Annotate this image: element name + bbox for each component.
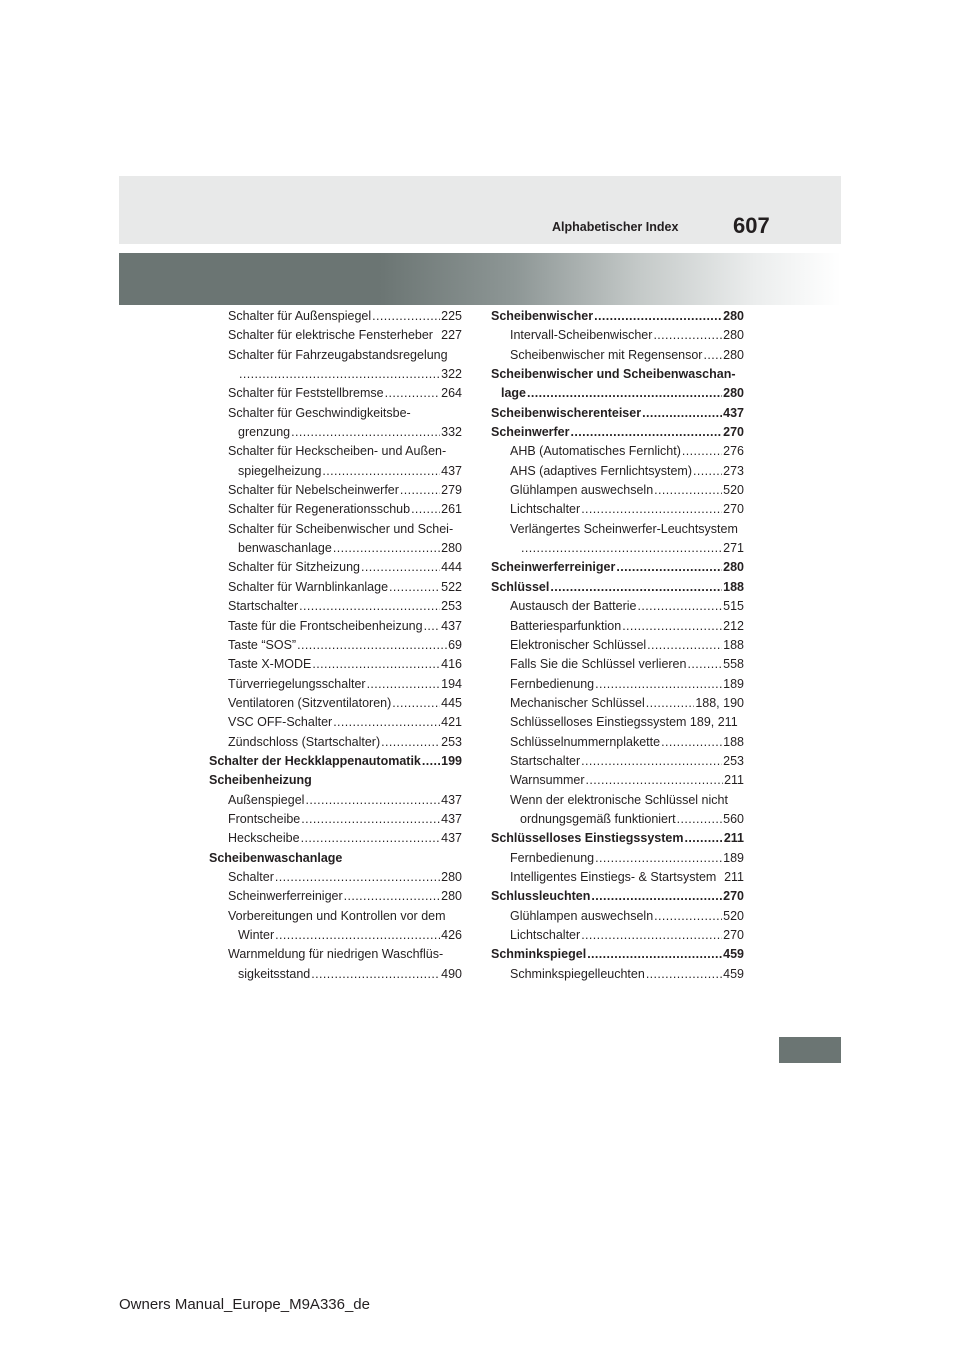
index-entry bbox=[209, 791, 462, 810]
index-entry-label: Taste “SOS” bbox=[228, 637, 297, 652]
index-entry bbox=[491, 462, 744, 481]
index-entry-page: 437 bbox=[441, 792, 462, 807]
index-entry bbox=[209, 597, 462, 616]
index-entry bbox=[491, 597, 744, 616]
index-entry-label: Fernbedienung bbox=[510, 850, 595, 865]
index-entry-label: Wenn der elektronische Schlüssel nicht bbox=[510, 792, 728, 807]
index-entry-label: Vorbereitungen und Kontrollen vor dem bbox=[228, 908, 446, 923]
index-entry-label: Schalter für Fahrzeugabstandsregelung bbox=[228, 347, 448, 362]
index-entry-page: 280 bbox=[441, 541, 462, 556]
index-entry bbox=[209, 771, 462, 790]
dot-leader bbox=[400, 481, 440, 500]
dot-leader bbox=[647, 636, 722, 655]
index-entry-label: ordnungsgemäß funktioniert bbox=[520, 811, 676, 826]
dot-leader bbox=[422, 752, 440, 771]
dot-leader bbox=[595, 849, 722, 868]
index-entry-page: 416 bbox=[441, 657, 462, 672]
dot-leader bbox=[653, 326, 722, 345]
dot-leader bbox=[637, 597, 722, 616]
dot-leader bbox=[333, 713, 440, 732]
dot-leader bbox=[616, 558, 722, 577]
index-entry bbox=[209, 868, 462, 887]
index-entry-label: Schalter für Geschwindigkeitsbe- bbox=[228, 405, 411, 420]
index-entry bbox=[209, 520, 462, 539]
index-entry bbox=[209, 346, 462, 365]
dot-leader bbox=[372, 307, 440, 326]
index-entry-label: Schalter für Heckscheiben- und Außen- bbox=[228, 444, 447, 459]
dot-leader bbox=[361, 558, 440, 577]
index-entry-page: 194 bbox=[441, 676, 462, 691]
index-entry-label: Heckscheibe bbox=[228, 831, 300, 846]
index-entry bbox=[491, 404, 744, 423]
index-entry-label: Scheibenwischer bbox=[491, 309, 594, 323]
index-entry bbox=[491, 868, 744, 887]
index-entry-page: 189 bbox=[723, 850, 744, 865]
index-entry bbox=[209, 810, 462, 829]
index-entry bbox=[209, 462, 462, 481]
dot-leader bbox=[646, 694, 695, 713]
dot-leader bbox=[581, 500, 722, 519]
index-entry-page: 227 bbox=[441, 328, 462, 343]
index-entry bbox=[209, 423, 462, 442]
index-entry-label: Elektronischer Schlüssel bbox=[510, 637, 647, 652]
index-entry-page: 189 bbox=[723, 676, 744, 691]
index-entry bbox=[209, 926, 462, 945]
index-entry-page: 445 bbox=[441, 695, 462, 710]
dot-leader bbox=[682, 442, 722, 461]
index-entry-label: AHS (adaptives Fernlichtsystem) bbox=[510, 463, 693, 478]
dot-leader bbox=[661, 733, 722, 752]
index-entry bbox=[491, 346, 744, 365]
index-entry-label: Scheinwerferreiniger bbox=[491, 560, 616, 575]
index-entry-page: 560 bbox=[723, 811, 744, 826]
dot-leader bbox=[521, 539, 722, 558]
index-entry bbox=[491, 326, 744, 345]
dot-leader bbox=[311, 965, 440, 984]
index-entry bbox=[491, 558, 744, 577]
index-entry-label: Scheibenwischerenteiser bbox=[491, 405, 642, 420]
index-entry-page: 280 bbox=[441, 889, 462, 904]
index-entry-page: 558 bbox=[723, 657, 744, 672]
index-entry-page: 188, 190 bbox=[695, 695, 744, 710]
index-entry bbox=[491, 500, 744, 519]
index-entry-label: Austausch der Batterie bbox=[510, 599, 637, 614]
index-entry-label: Scheinwerfer bbox=[491, 425, 570, 440]
dot-leader bbox=[527, 384, 722, 403]
dot-leader bbox=[594, 307, 722, 326]
index-entry-page: 199 bbox=[441, 753, 462, 768]
chapter-tab-marker bbox=[779, 1037, 841, 1063]
index-entry-page: 280 bbox=[723, 386, 744, 401]
footer-manual-id: Owners Manual_Europe_M9A336_de bbox=[119, 1296, 370, 1313]
dot-leader bbox=[385, 384, 441, 403]
dot-leader bbox=[550, 578, 722, 597]
index-entry-label: sigkeitsstand bbox=[238, 966, 311, 981]
dot-leader bbox=[333, 539, 440, 558]
index-entry bbox=[491, 578, 744, 597]
index-entry bbox=[209, 558, 462, 577]
index-entry bbox=[491, 791, 744, 810]
index-entry-label: Schminkspiegelleuchten bbox=[510, 966, 645, 981]
index-entry bbox=[209, 307, 462, 326]
dot-leader bbox=[622, 617, 722, 636]
index-entry-page: 459 bbox=[723, 966, 744, 981]
index-entry-label: Schlüsselloses Einstiegssystem 189, 211 bbox=[510, 715, 738, 730]
index-entry-label: Mechanischer Schlüssel bbox=[510, 695, 645, 710]
index-entry-label: Batteriesparfunktion bbox=[510, 618, 622, 633]
index-entry-page: 280 bbox=[723, 560, 744, 575]
index-entry-label: VSC OFF-Schalter bbox=[228, 715, 333, 730]
index-entry-label: Scheibenwischer mit Regensensor bbox=[510, 347, 703, 362]
index-entry-page: 437 bbox=[441, 463, 462, 478]
index-entry-label: Schalter für Warnblinkanlage bbox=[228, 579, 389, 594]
index-entry-page: 270 bbox=[723, 889, 744, 904]
dot-leader bbox=[411, 500, 440, 519]
page-number: 607 bbox=[733, 213, 770, 238]
index-entry bbox=[491, 733, 744, 752]
index-entry-page: 270 bbox=[723, 425, 744, 440]
dot-leader bbox=[703, 346, 722, 365]
index-entry bbox=[491, 617, 744, 636]
dot-leader bbox=[312, 655, 440, 674]
index-entry-label: Schalter für Scheibenwischer und Schei- bbox=[228, 521, 454, 536]
index-entry bbox=[209, 945, 462, 964]
index-entry-label: AHB (Automatisches Fernlicht) bbox=[510, 444, 681, 459]
index-entry bbox=[209, 907, 462, 926]
index-entry bbox=[209, 752, 462, 771]
index-entry-label: Schalter bbox=[228, 869, 274, 884]
dot-leader bbox=[642, 404, 722, 423]
index-column-left bbox=[209, 307, 462, 984]
index-entry bbox=[209, 965, 462, 984]
index-entry-page: 515 bbox=[723, 599, 744, 614]
index-entry-page: 522 bbox=[441, 579, 462, 594]
index-entry-page: 437 bbox=[441, 831, 462, 846]
index-entry-page: 270 bbox=[723, 928, 744, 942]
index-entry-page: 280 bbox=[723, 309, 744, 323]
index-entry-page: 332 bbox=[441, 425, 462, 440]
dot-leader bbox=[595, 675, 722, 694]
index-entry-page: 437 bbox=[723, 405, 744, 420]
dot-leader bbox=[239, 365, 440, 384]
index-entry-label: Scheibenwaschanlage bbox=[209, 850, 343, 865]
index-entry bbox=[209, 655, 462, 674]
dot-leader bbox=[581, 752, 722, 771]
dot-leader bbox=[297, 636, 447, 655]
dot-leader bbox=[275, 868, 440, 887]
index-entry-label: Startschalter bbox=[228, 599, 299, 614]
index-entry bbox=[491, 481, 744, 500]
dot-leader bbox=[684, 829, 722, 848]
dot-leader bbox=[693, 462, 722, 481]
index-entry-page: 280 bbox=[723, 328, 744, 343]
index-entry bbox=[491, 384, 744, 403]
index-entry bbox=[209, 578, 462, 597]
index-column-right bbox=[491, 307, 744, 984]
index-entry-page: 270 bbox=[723, 502, 744, 517]
index-entry-label: Schlüsselloses Einstiegssystem bbox=[491, 831, 684, 846]
header-gradient-bar bbox=[119, 253, 841, 305]
index-entry bbox=[491, 965, 744, 984]
index-entry-label: Ventilatoren (Sitzventilatoren) bbox=[228, 695, 392, 710]
index-entry bbox=[491, 752, 744, 771]
index-entry bbox=[209, 617, 462, 636]
dot-leader bbox=[591, 887, 722, 906]
index-entry-page: 322 bbox=[441, 367, 462, 382]
dot-leader bbox=[322, 462, 440, 481]
index-entry bbox=[209, 713, 462, 732]
index-entry-page: 211 bbox=[723, 831, 744, 846]
index-entry-label: Schlussleuchten bbox=[491, 889, 591, 904]
index-entry bbox=[491, 907, 744, 926]
index-entry bbox=[209, 442, 462, 461]
index-entry-label: Warnsummer bbox=[510, 773, 585, 788]
index-entry bbox=[491, 365, 744, 384]
index-entry bbox=[491, 694, 744, 713]
index-entry-label: Schalter für Sitzheizung bbox=[228, 560, 361, 575]
index-entry-label: Glühlampen auswechseln bbox=[510, 483, 654, 498]
index-entry-page: 69 bbox=[448, 637, 462, 652]
index-entry bbox=[491, 849, 744, 868]
dot-leader bbox=[301, 810, 440, 829]
index-entry-label: Scheibenheizung bbox=[209, 773, 312, 788]
index-entry-label: lage bbox=[501, 386, 527, 401]
index-entry-label: Startschalter bbox=[510, 753, 581, 768]
index-entry-label: Lichtschalter bbox=[510, 502, 581, 517]
index-entry-page: 253 bbox=[441, 599, 462, 614]
index-entry bbox=[491, 771, 744, 790]
index-entry-page: 261 bbox=[441, 502, 462, 517]
dot-leader bbox=[301, 829, 441, 848]
index-entry-page: 421 bbox=[441, 715, 462, 730]
index-entry bbox=[491, 636, 744, 655]
index-entry bbox=[209, 404, 462, 423]
index-entry bbox=[209, 733, 462, 752]
index-entry bbox=[491, 655, 744, 674]
index-entry bbox=[491, 539, 744, 558]
index-entry-label: Intervall-Scheibenwischer bbox=[510, 328, 653, 343]
index-entry-page: 271 bbox=[723, 541, 744, 556]
index-entry-label: Taste X-MODE bbox=[228, 657, 312, 672]
index-entry-label: benwaschanlage bbox=[238, 541, 332, 556]
index-entry bbox=[209, 849, 462, 868]
dot-leader bbox=[389, 578, 440, 597]
index-entry bbox=[491, 945, 744, 964]
section-title: Alphabetischer Index bbox=[552, 220, 679, 234]
dot-leader bbox=[275, 926, 440, 945]
dot-leader bbox=[305, 791, 440, 810]
index-entry-label: Zündschloss (Startschalter) bbox=[228, 734, 381, 749]
index-entry bbox=[209, 365, 462, 384]
index-entry-page: 264 bbox=[441, 386, 462, 401]
index-entry-page: 253 bbox=[441, 734, 462, 749]
index-entry-label: Lichtschalter bbox=[510, 928, 581, 942]
index-entry-label: Außenspiegel bbox=[228, 792, 305, 807]
dot-leader bbox=[424, 617, 441, 636]
index-entry bbox=[491, 829, 744, 848]
index-entry bbox=[209, 636, 462, 655]
index-entry-page: 279 bbox=[441, 483, 462, 498]
dot-leader bbox=[687, 655, 722, 674]
index-entry-label: Schalter der Heckklappenautomatik bbox=[209, 753, 421, 768]
index-entry-page: 188 bbox=[723, 579, 744, 594]
index-entry bbox=[491, 442, 744, 461]
index-entry bbox=[491, 887, 744, 906]
index-entry bbox=[209, 384, 462, 403]
dot-leader bbox=[654, 907, 722, 926]
dot-leader bbox=[291, 423, 440, 442]
index-entry-label: Falls Sie die Schlüssel verlieren bbox=[510, 657, 687, 672]
index-entry bbox=[209, 539, 462, 558]
index-entry bbox=[491, 810, 744, 829]
index-entry-label: Winter bbox=[238, 928, 275, 942]
index-entry bbox=[491, 520, 744, 539]
index-entry-page: 276 bbox=[723, 444, 744, 459]
index-entry bbox=[209, 887, 462, 906]
index-entry-page: 211 bbox=[724, 869, 744, 884]
index-entry-label: Frontscheibe bbox=[228, 811, 301, 826]
index-entry bbox=[491, 675, 744, 694]
index-entry-label: Türverriegelungsschalter bbox=[228, 676, 366, 691]
index-entry-label: Taste für die Frontscheibenheizung bbox=[228, 618, 423, 633]
index-entry-page: 211 bbox=[724, 773, 744, 788]
index-entry-page: 253 bbox=[723, 753, 744, 768]
index-entry-page: 520 bbox=[723, 908, 744, 923]
index-entry-label: Glühlampen auswechseln bbox=[510, 908, 654, 923]
index-entry-label: Schalter für Nebelscheinwerfer bbox=[228, 483, 399, 498]
dot-leader bbox=[654, 481, 722, 500]
index-entry-page: 280 bbox=[723, 347, 744, 362]
index-entry-label: spiegelheizung bbox=[238, 463, 322, 478]
index-entry bbox=[209, 326, 462, 345]
index-entry-page: 444 bbox=[441, 560, 462, 575]
index-entry-label: Scheibenwischer und Scheibenwaschan- bbox=[491, 367, 736, 382]
index-entry-page: 426 bbox=[441, 928, 462, 942]
index-entry-page: 490 bbox=[441, 966, 462, 981]
index-entry-page: 188 bbox=[723, 734, 744, 749]
index-entry bbox=[209, 694, 462, 713]
index-entry-label: Schlüsselnummernplakette bbox=[510, 734, 661, 749]
index-entry-label: Schalter für Regenerationsschub bbox=[228, 502, 411, 517]
dot-leader bbox=[646, 965, 722, 984]
index-entry-page: 212 bbox=[723, 618, 744, 633]
index-entry bbox=[209, 481, 462, 500]
index-entry-label: Schminkspiegel bbox=[491, 947, 587, 962]
dot-leader bbox=[344, 887, 441, 906]
index-entry-page: 520 bbox=[723, 483, 744, 498]
index-entry-label: Fernbedienung bbox=[510, 676, 595, 691]
index-entry-page: 437 bbox=[441, 618, 462, 633]
index-entry-page: 273 bbox=[723, 463, 744, 478]
index-entry-label: Verlängertes Scheinwerfer-Leuchtsystem bbox=[510, 521, 738, 536]
dot-leader bbox=[571, 423, 723, 442]
index-entry bbox=[491, 713, 744, 732]
index-entry bbox=[209, 675, 462, 694]
index-entry-page: 437 bbox=[441, 811, 462, 826]
index-entry-label: Warnmeldung für niedrigen Waschflüs- bbox=[228, 947, 444, 962]
index-entry-page: 459 bbox=[723, 947, 744, 962]
index-entry-label: Schalter für elektrische Fensterheber bbox=[228, 328, 433, 343]
dot-leader bbox=[587, 945, 722, 964]
index-entry-label: Schlüssel bbox=[491, 579, 550, 594]
index-entry-label: Schalter für Außenspiegel bbox=[228, 309, 372, 323]
dot-leader bbox=[381, 733, 440, 752]
index-entry-label: Scheinwerferreiniger bbox=[228, 889, 343, 904]
index-entry bbox=[491, 423, 744, 442]
dot-leader bbox=[392, 694, 440, 713]
index-entry bbox=[491, 926, 744, 945]
dot-leader bbox=[581, 926, 722, 945]
dot-leader bbox=[367, 675, 441, 694]
index-entry-label: grenzung bbox=[238, 425, 291, 440]
index-entry bbox=[209, 500, 462, 519]
dot-leader bbox=[586, 771, 724, 790]
index-entry-label: Schalter für Feststellbremse bbox=[228, 386, 384, 401]
index-entry-page: 225 bbox=[441, 309, 462, 323]
index-entry-page: 280 bbox=[441, 869, 462, 884]
index-entry bbox=[491, 307, 744, 326]
index-entry-page: 188 bbox=[723, 637, 744, 652]
dot-leader bbox=[299, 597, 440, 616]
index-entry bbox=[209, 829, 462, 848]
dot-leader bbox=[677, 810, 722, 829]
index-entry-label: Intelligentes Einstiegs- & Startsystem bbox=[510, 869, 717, 884]
